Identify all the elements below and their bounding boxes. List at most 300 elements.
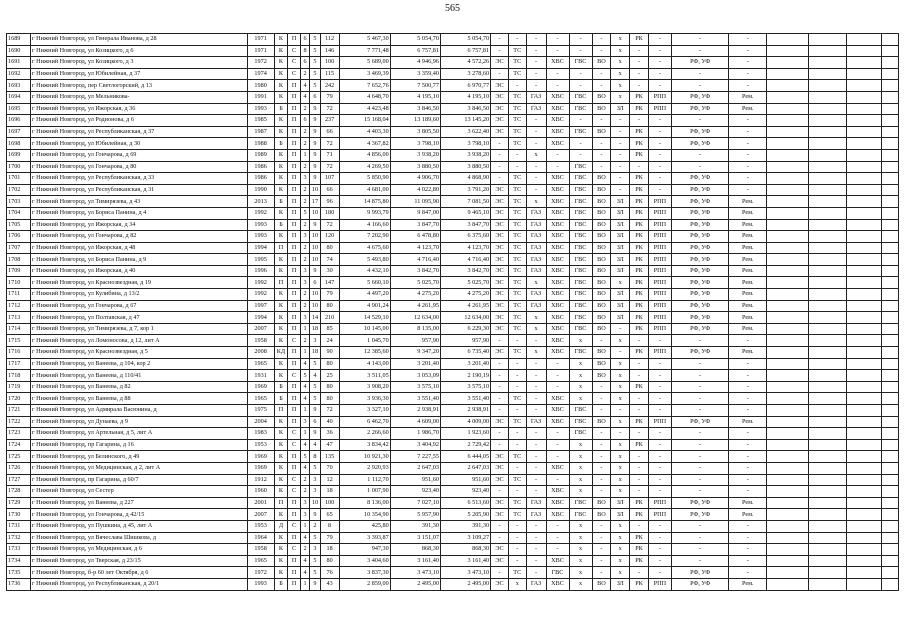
table-cell: 1726 [7, 462, 31, 474]
table-cell: 1987 [247, 126, 274, 138]
address-cell: г Нижний Новгород, ул Ванеева, д 104, кор 2 [31, 358, 247, 370]
table-cell: 3 109,27 [440, 532, 490, 544]
table-cell [808, 358, 846, 370]
table-cell: 66 [320, 126, 339, 138]
table-cell: ГВС [569, 312, 592, 324]
table-cell [767, 439, 809, 451]
table-cell [767, 370, 809, 382]
table-cell: С [288, 68, 301, 80]
table-cell: - [648, 370, 671, 382]
table-cell: ЭС [491, 126, 509, 138]
table-cell: К [274, 312, 288, 324]
table-cell: П [274, 497, 288, 509]
table-cell: 4 [300, 393, 309, 405]
table-cell: 12 [320, 474, 339, 486]
table-cell: РК [630, 544, 649, 556]
table-row [7, 486, 899, 498]
table-cell: 6 375,60 [440, 231, 490, 243]
table-cell: - [729, 126, 767, 138]
table-cell [808, 532, 846, 544]
table-cell: РПП [648, 277, 671, 289]
table-cell: ГАЗ [526, 254, 546, 266]
table-cell: - [526, 439, 546, 451]
table-cell: 3 798,10 [440, 138, 490, 150]
table-cell: х [508, 578, 526, 590]
table-cell: К [274, 161, 288, 173]
table-cell: - [630, 80, 649, 92]
table-cell: х [526, 149, 546, 161]
table-cell: 3 [300, 416, 309, 428]
table-cell: - [630, 428, 649, 440]
table-cell: 72 [320, 219, 339, 231]
table-cell: 2007 [247, 323, 274, 335]
table-cell [767, 428, 809, 440]
table-cell: - [729, 520, 767, 532]
table-cell: - [729, 428, 767, 440]
table-cell: - [729, 370, 767, 382]
table-cell: 4 [300, 462, 309, 474]
table-row [7, 138, 899, 150]
table-cell [882, 555, 899, 567]
table-cell: 4 009,00 [440, 416, 490, 428]
table-cell: 9 993,79 [339, 207, 390, 219]
table-cell [846, 207, 882, 219]
table-cell: 13 189,60 [390, 115, 440, 127]
table-cell [808, 173, 846, 185]
table-cell: - [671, 439, 729, 451]
table-cell: - [526, 486, 546, 498]
table-cell: 3 842,70 [390, 265, 440, 277]
table-cell: ХВС [546, 184, 569, 196]
table-cell: 3 842,70 [440, 265, 490, 277]
table-cell: 13 145,20 [440, 115, 490, 127]
table-cell: х [611, 68, 630, 80]
table-cell: П [288, 207, 301, 219]
table-cell: х [611, 439, 630, 451]
table-cell: 72 [320, 405, 339, 417]
table-cell: ТС [508, 103, 526, 115]
table-cell: 1730 [7, 509, 31, 521]
table-cell [846, 393, 882, 405]
table-cell [882, 289, 899, 301]
table-cell: - [526, 532, 546, 544]
table-cell: 4 [300, 532, 309, 544]
table-cell [882, 57, 899, 69]
table-cell [846, 149, 882, 161]
table-cell [882, 428, 899, 440]
table-cell: ХВС [546, 393, 569, 405]
table-cell: ТС [508, 289, 526, 301]
table-cell: ХВС [546, 103, 569, 115]
table-cell: РК [630, 578, 649, 590]
table-cell: х [569, 567, 592, 579]
table-cell [846, 161, 882, 173]
address-cell: г Нижний Новгород, ул Гончарова, д 80 [31, 161, 247, 173]
table-cell: - [592, 381, 611, 393]
table-cell: ХВС [546, 323, 569, 335]
table-cell: х [526, 196, 546, 208]
table-cell: 2 495,00 [440, 578, 490, 590]
table-cell: 10 [310, 497, 320, 509]
table-cell: 9 [310, 126, 320, 138]
table-cell: К [274, 555, 288, 567]
table-cell: РК [630, 242, 649, 254]
table-cell: 5 054,70 [390, 34, 440, 46]
table-cell: х [611, 335, 630, 347]
table-cell: 1992 [247, 289, 274, 301]
table-cell: 3 791,20 [440, 184, 490, 196]
table-cell: ГВС [569, 323, 592, 335]
table-cell: РК [630, 149, 649, 161]
table-cell [767, 567, 809, 579]
table-cell: ВО [592, 254, 611, 266]
table-cell: ЭС [491, 207, 509, 219]
table-cell: ТС [508, 567, 526, 579]
table-cell: - [491, 370, 509, 382]
address-cell: г Нижний Новгород, ул Ванеева, д 88 [31, 393, 247, 405]
table-cell: 2 [300, 300, 309, 312]
table-cell: РФ, УФ [671, 103, 729, 115]
table-cell: 79 [320, 532, 339, 544]
table-cell [882, 323, 899, 335]
table-cell: 1 [300, 347, 309, 359]
table-cell: П [288, 254, 301, 266]
table-cell: РК [630, 184, 649, 196]
table-cell: 1723 [7, 428, 31, 440]
table-cell: 2007 [247, 509, 274, 521]
table-cell: РК [630, 34, 649, 46]
address-cell: г Нижний Новгород, б-р 60 лет Октября, д 6 [31, 567, 247, 579]
table-cell [767, 173, 809, 185]
table-cell: 9 [310, 103, 320, 115]
table-cell: П [288, 103, 301, 115]
table-cell: 1699 [7, 149, 31, 161]
table-cell [808, 126, 846, 138]
table-cell: П [288, 149, 301, 161]
table-cell [808, 149, 846, 161]
table-cell: 2 495,00 [390, 578, 440, 590]
table-cell: 1716 [7, 347, 31, 359]
table-cell: - [671, 80, 729, 92]
table-cell: 115 [320, 68, 339, 80]
table-cell: РФ, УФ [671, 126, 729, 138]
table-cell [767, 520, 809, 532]
table-cell [767, 323, 809, 335]
table-cell: 3 [310, 335, 320, 347]
table-cell: 76 [320, 567, 339, 579]
table-cell: РПП [648, 289, 671, 301]
table-cell: 3 161,40 [440, 555, 490, 567]
table-cell: С [288, 520, 301, 532]
table-cell [846, 265, 882, 277]
table-cell: - [729, 184, 767, 196]
table-cell: 1705 [7, 219, 31, 231]
table-cell: РК [630, 497, 649, 509]
table-cell: РК [630, 300, 649, 312]
table-cell: 923,40 [440, 486, 490, 498]
table-cell [808, 219, 846, 231]
table-cell: 80 [320, 242, 339, 254]
table-cell: - [648, 555, 671, 567]
table-cell: 1697 [7, 126, 31, 138]
table-cell: РК [630, 439, 649, 451]
table-cell: 100 [320, 497, 339, 509]
table-cell: 1960 [247, 486, 274, 498]
table-cell: 951,60 [440, 474, 490, 486]
table-cell [767, 393, 809, 405]
table-cell: - [508, 370, 526, 382]
table-cell: РФ, УФ [671, 277, 729, 289]
table-cell: П [288, 300, 301, 312]
table-cell: 1993 [247, 103, 274, 115]
table-cell: 10 [310, 207, 320, 219]
table-cell: - [491, 45, 509, 57]
table-cell: ГВС [569, 196, 592, 208]
table-cell [767, 91, 809, 103]
table-cell: 1990 [247, 184, 274, 196]
table-cell: 4 716,40 [440, 254, 490, 266]
table-cell: ХВС [546, 416, 569, 428]
table-cell: х [526, 347, 546, 359]
table-cell [882, 149, 899, 161]
table-cell: П [274, 242, 288, 254]
table-cell: 7 227,55 [390, 451, 440, 463]
table-cell: - [630, 451, 649, 463]
table-cell: 1992 [247, 207, 274, 219]
table-cell: - [592, 555, 611, 567]
table-cell: ЭС [491, 555, 509, 567]
table-cell [808, 300, 846, 312]
table-cell: 6 444,05 [440, 451, 490, 463]
table-cell: Рем. [729, 265, 767, 277]
table-cell: 1986 [247, 173, 274, 185]
table-cell: 3 [300, 312, 309, 324]
table-cell: - [611, 161, 630, 173]
table-cell [846, 91, 882, 103]
table-cell: 1953 [247, 439, 274, 451]
table-cell: - [671, 358, 729, 370]
table-cell: - [569, 34, 592, 46]
table-cell [846, 486, 882, 498]
table-cell: - [491, 161, 509, 173]
table-cell: 3 [300, 231, 309, 243]
table-cell: РФ, УФ [671, 231, 729, 243]
table-cell: - [526, 68, 546, 80]
table-cell: 3 938,20 [440, 149, 490, 161]
table-cell [882, 486, 899, 498]
table-cell: 6 [310, 277, 320, 289]
table-cell: 120 [320, 231, 339, 243]
table-cell: 4 [300, 439, 309, 451]
table-cell: 6 [300, 34, 309, 46]
table-cell: - [526, 126, 546, 138]
table-cell: 4 868,90 [440, 173, 490, 185]
table-cell: 3 404,92 [390, 439, 440, 451]
table-cell: 12 634,00 [440, 312, 490, 324]
table-cell: - [729, 474, 767, 486]
address-cell: г Нижний Новгород, пр Гагарина, д 60/7 [31, 474, 247, 486]
table-cell: х [611, 544, 630, 556]
table-cell: - [729, 149, 767, 161]
table-cell: С [288, 474, 301, 486]
table-cell: РФ, УФ [671, 242, 729, 254]
table-cell: ЭС [491, 219, 509, 231]
table-row [7, 381, 899, 393]
table-cell: ГАЗ [526, 497, 546, 509]
table-cell: ВО [592, 57, 611, 69]
table-cell: К [274, 532, 288, 544]
table-cell: 18 [320, 544, 339, 556]
table-cell [882, 474, 899, 486]
table-cell: 2 190,19 [440, 370, 490, 382]
table-cell: ГАЗ [526, 103, 546, 115]
table-cell: 6 [300, 115, 309, 127]
address-cell: г Нижний Новгород, ул Ванеева, д 227 [31, 497, 247, 509]
table-cell: Рем. [729, 242, 767, 254]
address-cell: г Нижний Новгород, ул Ванеева, д 110/41 [31, 370, 247, 382]
table-cell: РФ, УФ [671, 289, 729, 301]
table-cell: 8 [310, 451, 320, 463]
table-cell: Рем. [729, 347, 767, 359]
table-cell: - [648, 80, 671, 92]
table-cell [767, 138, 809, 150]
table-cell: 96 [320, 196, 339, 208]
table-cell: 4 946,96 [390, 57, 440, 69]
table-cell: - [648, 68, 671, 80]
table-cell: х [569, 544, 592, 556]
table-cell: 147 [320, 277, 339, 289]
table-cell: х [569, 532, 592, 544]
table-cell: х [611, 474, 630, 486]
table-cell: П [288, 381, 301, 393]
table-cell: - [729, 115, 767, 127]
table-cell: 2004 [247, 416, 274, 428]
table-cell: Рем. [729, 277, 767, 289]
table-cell: - [648, 439, 671, 451]
table-row [7, 207, 899, 219]
table-cell: - [671, 68, 729, 80]
table-cell: 3 053,09 [390, 370, 440, 382]
table-cell: 3 837,30 [339, 567, 390, 579]
table-cell [882, 68, 899, 80]
table-cell: П [288, 312, 301, 324]
table-cell: ЭС [491, 474, 509, 486]
table-cell: - [648, 486, 671, 498]
table-cell: - [546, 439, 569, 451]
table-cell: П [288, 462, 301, 474]
table-cell: 1700 [7, 161, 31, 173]
table-cell: Б [274, 138, 288, 150]
table-cell: 2 [300, 242, 309, 254]
table-cell: 71 [320, 149, 339, 161]
table-cell: РК [630, 509, 649, 521]
table-cell: 4 856,00 [339, 149, 390, 161]
table-cell: ГАЗ [526, 91, 546, 103]
table-cell: РФ, УФ [671, 265, 729, 277]
table-cell: - [648, 149, 671, 161]
table-cell [846, 219, 882, 231]
table-cell [882, 91, 899, 103]
table-cell: - [729, 393, 767, 405]
table-cell [767, 289, 809, 301]
table-cell: П [288, 497, 301, 509]
table-cell: ГВС [569, 265, 592, 277]
table-cell [882, 462, 899, 474]
table-cell [767, 555, 809, 567]
table-cell: 1704 [7, 207, 31, 219]
table-cell: - [546, 544, 569, 556]
table-cell: - [491, 520, 509, 532]
table-cell: - [508, 428, 526, 440]
table-cell: РПП [648, 578, 671, 590]
table-cell: 9 847,00 [390, 207, 440, 219]
table-cell: П [288, 115, 301, 127]
table-cell: К [274, 323, 288, 335]
table-cell: ТС [508, 451, 526, 463]
table-cell: ТС [508, 219, 526, 231]
table-cell: РПП [648, 207, 671, 219]
table-cell: 9 [310, 115, 320, 127]
table-cell: 1692 [7, 68, 31, 80]
table-cell [882, 544, 899, 556]
table-cell: Рем. [729, 231, 767, 243]
table-cell: Рем. [729, 254, 767, 266]
table-cell: 10 [310, 184, 320, 196]
table-cell [808, 578, 846, 590]
table-cell: - [648, 393, 671, 405]
table-cell [767, 219, 809, 231]
table-row [7, 45, 899, 57]
table-row [7, 405, 899, 417]
table-cell [882, 347, 899, 359]
table-cell [808, 207, 846, 219]
table-cell: 1733 [7, 544, 31, 556]
table-cell: 5 [310, 381, 320, 393]
table-cell: ЗЛ [611, 219, 630, 231]
table-cell: - [729, 358, 767, 370]
table-cell [846, 184, 882, 196]
table-cell: С [288, 439, 301, 451]
table-cell: К [274, 149, 288, 161]
table-cell: 4 195,10 [390, 91, 440, 103]
table-row [7, 520, 899, 532]
table-cell: 1695 [7, 103, 31, 115]
table-cell: ХВС [546, 138, 569, 150]
table-cell: К [274, 207, 288, 219]
table-cell: 1717 [7, 358, 31, 370]
table-cell: - [546, 358, 569, 370]
table-cell: П [288, 80, 301, 92]
table-cell: ВО [592, 300, 611, 312]
table-cell: 1965 [247, 555, 274, 567]
table-cell: 2 [310, 520, 320, 532]
table-cell: 4 675,60 [339, 242, 390, 254]
table-cell: П [274, 277, 288, 289]
table-cell: 1710 [7, 277, 31, 289]
table-cell: 1689 [7, 34, 31, 46]
table-cell: - [508, 161, 526, 173]
table-cell: - [526, 381, 546, 393]
table-cell: 1706 [7, 231, 31, 243]
table-cell: 4 432,10 [339, 265, 390, 277]
table-cell: П [288, 138, 301, 150]
table-cell: ЭС [491, 544, 509, 556]
table-cell: х [569, 486, 592, 498]
table-cell: РК [630, 196, 649, 208]
table-cell [808, 335, 846, 347]
table-cell: - [592, 462, 611, 474]
table-cell: РК [630, 219, 649, 231]
